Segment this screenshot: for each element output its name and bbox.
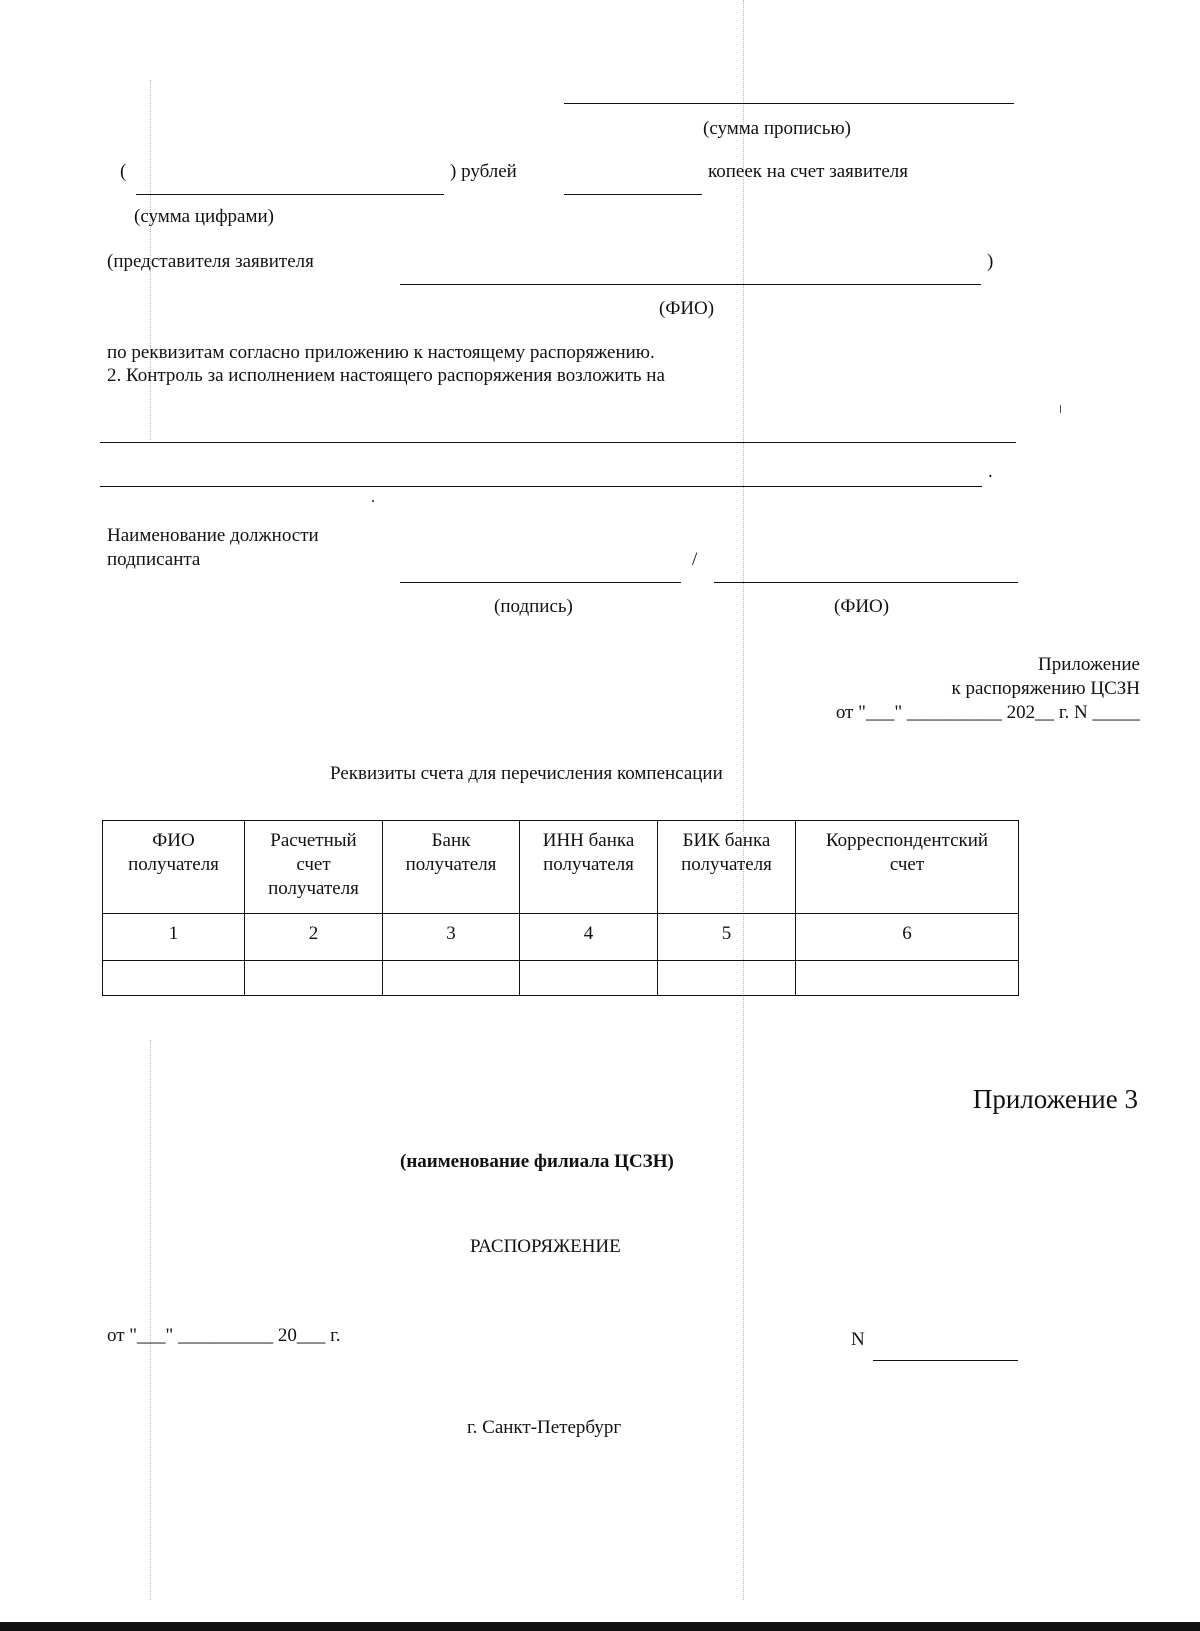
- appendix-line-2: к распоряжению ЦСЗН: [951, 678, 1140, 699]
- position-label-2: подписанта: [107, 549, 201, 570]
- scan-artifact: [372, 500, 374, 502]
- header-bank-inn: ИНН банка получателя: [520, 821, 658, 914]
- slash-separator: /: [692, 549, 698, 570]
- branch-name-caption: (наименование филиала ЦСЗН): [400, 1151, 674, 1172]
- column-number: 1: [103, 914, 245, 961]
- scan-bottom-edge: [0, 1622, 1200, 1631]
- sum-digits-caption: (сумма цифрами): [134, 206, 274, 227]
- header-account: Расчетный счет получателя: [245, 821, 383, 914]
- sum-digits-line: [136, 194, 444, 195]
- empty-cell: [658, 961, 796, 996]
- column-number: 2: [245, 914, 383, 961]
- order-number-label: N: [851, 1329, 865, 1350]
- empty-cell: [520, 961, 658, 996]
- kopecks-label: копеек на счет заявителя: [708, 161, 909, 182]
- order-date-line: от "___" __________ 20___ г.: [107, 1325, 341, 1346]
- requisites-table: [102, 820, 1019, 996]
- representative-label: (представителя заявителя: [107, 251, 314, 272]
- control-period: .: [988, 461, 993, 482]
- signer-fio-caption: (ФИО): [834, 596, 890, 617]
- sum-words-caption: (сумма прописью): [703, 118, 851, 139]
- column-number: 5: [658, 914, 796, 961]
- scan-artifact: [150, 1040, 151, 1600]
- requisites-title: Реквизиты счета для перечисления компенсации: [330, 763, 723, 784]
- header-recipient-fio: ФИО получателя: [103, 821, 245, 914]
- sum-words-line: [564, 103, 1014, 104]
- close-paren: ): [987, 251, 994, 272]
- appendix-date-line: от "___" __________ 202__ г. N _____: [835, 702, 1140, 723]
- representative-line: [400, 284, 981, 285]
- column-number: 6: [796, 914, 1019, 961]
- empty-cell: [383, 961, 520, 996]
- control-line-1: [100, 442, 1016, 443]
- signer-fio-line: [714, 582, 1018, 583]
- control-line-2: [100, 486, 982, 487]
- scan-artifact: [1060, 405, 1061, 413]
- rubles-label: ) рублей: [450, 161, 517, 182]
- header-corr-account: Корреспондентский счет: [796, 821, 1019, 914]
- order-title: РАСПОРЯЖЕНИЕ: [470, 1236, 621, 1257]
- appendix-line-1: Приложение: [1038, 654, 1140, 675]
- empty-cell: [103, 961, 245, 996]
- scan-artifact: [743, 0, 744, 1600]
- city-label: г. Санкт-Петербург: [467, 1417, 622, 1438]
- column-number: 3: [383, 914, 520, 961]
- empty-cell: [796, 961, 1019, 996]
- header-bank: Банк получателя: [383, 821, 520, 914]
- position-label-1: Наименование должности: [107, 525, 319, 546]
- order-number-line: [873, 1360, 1018, 1361]
- fio-caption: (ФИО): [659, 298, 715, 319]
- empty-cell: [245, 961, 383, 996]
- by-requisites-text: по реквизитам согласно приложению к настоящему распоряжению.: [107, 342, 655, 363]
- open-paren: (: [120, 161, 127, 182]
- column-number: 4: [520, 914, 658, 961]
- signature-line: [400, 582, 681, 583]
- header-bank-bik: БИК банка получателя: [658, 821, 796, 914]
- kopecks-line: [564, 194, 702, 195]
- appendix3-label: Приложение 3: [972, 1084, 1138, 1114]
- control-item-text: 2. Контроль за исполнением настоящего распоряжения возложить на: [107, 365, 665, 386]
- signature-caption: (подпись): [494, 596, 573, 617]
